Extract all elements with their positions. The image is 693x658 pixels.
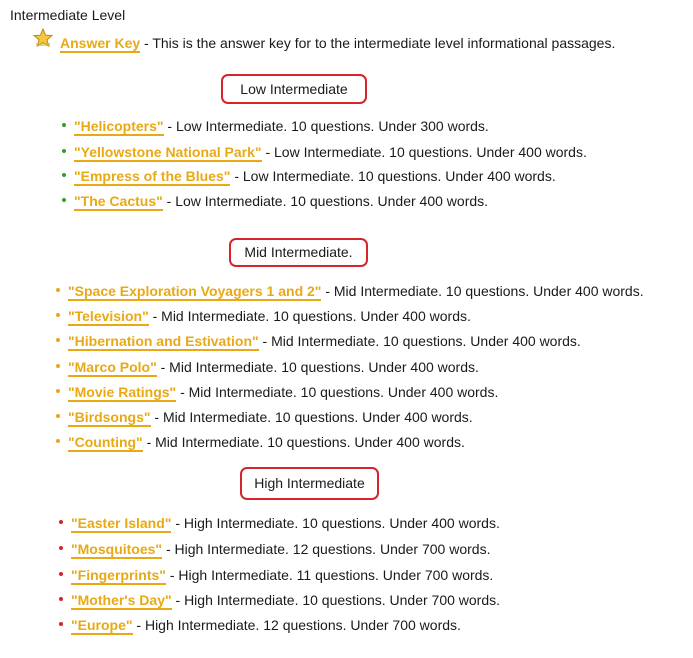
passage-description: - Mid Intermediate. 10 questions. Under 400 words.: [321, 283, 644, 299]
list-item: [56, 333, 581, 349]
list-item: [56, 359, 479, 375]
bullet-dot: [56, 414, 60, 418]
passage-description: - Mid Intermediate. 10 questions. Under 400 words.: [258, 333, 581, 349]
passage-description: - High Intermediate. 12 questions. Under 700 words.: [132, 617, 461, 633]
list-item: [62, 193, 488, 209]
passage-description: - High Intermediate. 12 questions. Under 700 words.: [162, 541, 491, 557]
list-item: [56, 283, 644, 299]
passage-description: - High Intermediate. 10 questions. Under 700 words.: [171, 592, 501, 608]
list-item: [62, 144, 587, 160]
bullet-dot: [59, 572, 63, 576]
bullet-dot: [59, 546, 63, 550]
passage-link[interactable]: "Movie Ratings": [68, 384, 177, 400]
section-heading-mid: [229, 238, 368, 267]
star-icon: [33, 28, 53, 48]
passage-description: - Mid Intermediate. 10 questions. Under 400 words.: [176, 384, 499, 400]
page-title: Intermediate Level: [10, 7, 126, 23]
list-item: [56, 409, 473, 425]
bullet-dot: [59, 520, 63, 524]
passage-link[interactable]: "Hibernation and Estivation": [68, 333, 259, 349]
bullet-dot: [62, 198, 66, 202]
passage-description: - Mid Intermediate. 10 questions. Under 400 words.: [156, 359, 479, 375]
bullet-dot: [59, 597, 63, 601]
bullet-dot: [59, 622, 63, 626]
passage-link[interactable]: "Mother's Day": [71, 592, 172, 608]
section-heading-high-label: High Intermediate: [254, 475, 365, 491]
passage-description: - High Intermediate. 10 questions. Under 400 words.: [171, 515, 500, 531]
passage-description: - Mid Intermediate. 10 questions. Under 400 words.: [148, 308, 471, 324]
passage-link[interactable]: "Fingerprints": [71, 567, 166, 583]
list-item: [59, 541, 490, 557]
section-heading-mid-label: Mid Intermediate.: [244, 244, 353, 260]
passage-description: - Mid Intermediate. 10 questions. Under 400 words.: [142, 434, 465, 450]
passage-link[interactable]: "The Cactus": [74, 193, 163, 209]
list-item: [59, 567, 493, 583]
passage-description: - Low Intermediate. 10 questions. Under 300 words.: [163, 118, 489, 134]
section-heading-low: [221, 74, 367, 104]
section-heading-low-label: Low Intermediate: [240, 81, 348, 97]
bullet-dot: [56, 364, 60, 368]
bullet-dot: [56, 313, 60, 317]
passage-description: - Low Intermediate. 10 questions. Under 400 words.: [162, 193, 489, 209]
passage-link[interactable]: "Marco Polo": [68, 359, 157, 375]
bullet-dot: [56, 338, 60, 342]
list-item: [59, 592, 500, 608]
list-item: [56, 434, 465, 450]
bullet-dot: [62, 173, 66, 177]
passage-description: - Low Intermediate. 10 questions. Under 400 words.: [230, 168, 556, 184]
list-item: [62, 118, 489, 134]
bullet-dot: [56, 288, 60, 292]
passage-link[interactable]: "Empress of the Blues": [74, 168, 231, 184]
answer-key-link[interactable]: Answer Key: [60, 35, 141, 51]
passage-description: - Mid Intermediate. 10 questions. Under 400 words.: [150, 409, 473, 425]
passage-link[interactable]: "Helicopters": [74, 118, 164, 134]
passage-description: - High Intermediate. 11 questions. Under 700 words.: [165, 567, 494, 583]
passage-link[interactable]: "Mosquitoes": [71, 541, 163, 557]
passage-link[interactable]: "Birdsongs": [68, 409, 151, 425]
list-item: [59, 515, 500, 531]
section-heading-high: [240, 467, 379, 500]
list-item: [56, 384, 498, 400]
passage-link[interactable]: "Space Exploration Voyagers 1 and 2": [68, 283, 322, 299]
answer-key-description: - This is the answer key for to the intermediate level informational passages.: [140, 35, 616, 51]
passage-link[interactable]: "Europe": [71, 617, 133, 633]
passage-link[interactable]: "Television": [68, 308, 149, 324]
passage-link[interactable]: "Yellowstone National Park": [74, 144, 262, 160]
list-item: [56, 308, 471, 324]
list-item: [59, 617, 461, 633]
list-item: [62, 168, 556, 184]
bullet-dot: [56, 439, 60, 443]
passage-description: - Low Intermediate. 10 questions. Under 400 words.: [261, 144, 587, 160]
passage-link[interactable]: "Easter Island": [71, 515, 172, 531]
bullet-dot: [62, 123, 66, 127]
bullet-dot: [56, 389, 60, 393]
bullet-dot: [62, 149, 66, 153]
answer-key-row: [60, 35, 615, 51]
passage-link[interactable]: "Counting": [68, 434, 143, 450]
